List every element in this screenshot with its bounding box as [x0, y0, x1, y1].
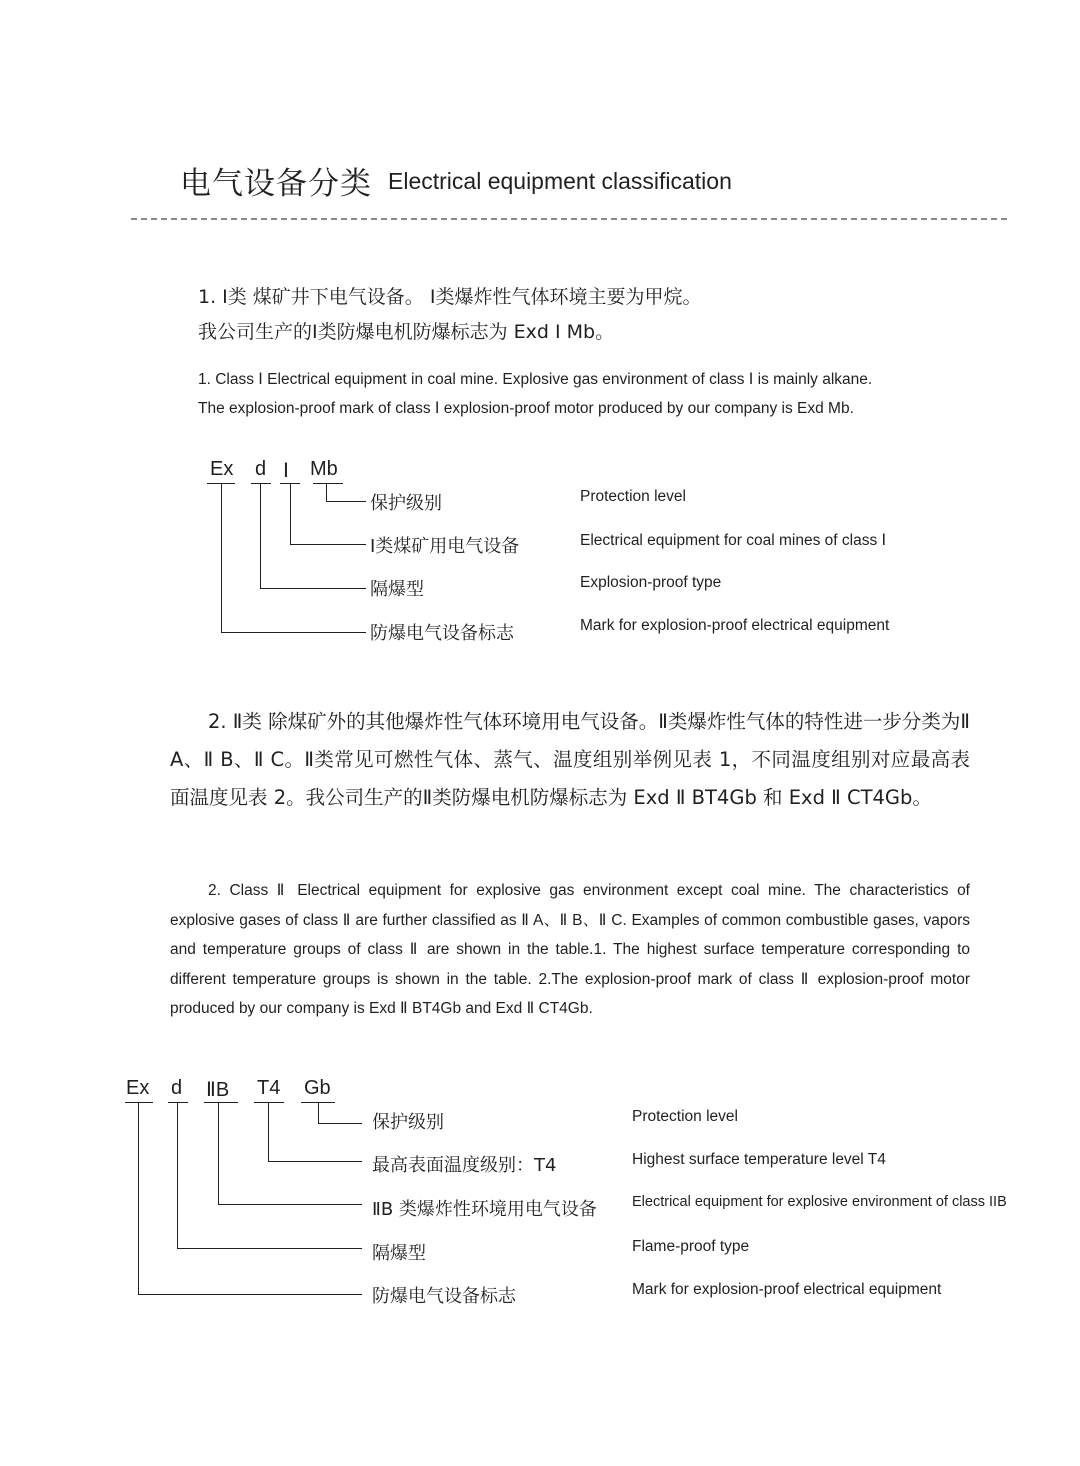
connector-class-v — [290, 483, 291, 545]
code2-ex: Ex — [126, 1077, 150, 1099]
connector2-epl-v — [318, 1102, 319, 1124]
connector-ex-h — [221, 632, 366, 633]
connector-epl-v — [326, 483, 327, 502]
connector-ex-v — [221, 483, 222, 633]
connector2-d-v — [177, 1102, 178, 1249]
section1-cn-line1: 1. Ⅰ类 煤矿井下电气设备。 Ⅰ类爆炸性气体环境主要为甲烷。 — [198, 286, 702, 308]
dashed-divider — [131, 218, 1007, 220]
code-d: d — [255, 458, 267, 480]
label2-en: Electrical equipment for coal mines of class Ⅰ — [580, 532, 887, 549]
code-epl: Mb — [310, 458, 338, 480]
code-ex: Ex — [210, 458, 234, 480]
page-title-cn: 电气设备分类 — [180, 166, 372, 202]
section1-cn-text — [198, 280, 701, 350]
underline2-ex — [125, 1102, 153, 1103]
connector-epl-h — [326, 501, 366, 502]
connector2-ex-h — [138, 1294, 362, 1295]
label3-cn: 隔爆型 — [370, 579, 424, 600]
connector2-class-h — [218, 1204, 362, 1205]
label2-2-en: Highest surface temperature level T4 — [632, 1151, 886, 1168]
underline2-d — [168, 1102, 188, 1103]
underline-d — [251, 483, 271, 484]
code-class: Ⅰ — [283, 460, 289, 482]
label1-en: Protection level — [580, 488, 686, 505]
label2-1-cn: 保护级别 — [372, 1112, 444, 1133]
code2-temp: T4 — [257, 1077, 281, 1099]
label2-3-en: Electrical equipment for explosive environment of class IIB — [632, 1194, 1007, 1210]
connector-d-h — [260, 588, 366, 589]
section1-en-text — [198, 365, 872, 423]
underline-epl — [313, 483, 343, 484]
section2-cn-paragraph: 2. Ⅱ类 除煤矿外的其他爆炸性气体环境用电气设备。Ⅱ类爆炸性气体的特性进一步分类为Ⅱ A、Ⅱ B、Ⅱ C。Ⅱ类常见可燃性气体、蒸气、温度组别举例见表 1，不同温度组别对应最高表面温度见表 2。我公司生产的Ⅱ类防爆电机防爆标志为 Exd Ⅱ BT4Gb 和 Exd Ⅱ CT4Gb。 — [170, 710, 970, 809]
underline2-class — [204, 1102, 238, 1103]
code2-epl: Gb — [304, 1077, 331, 1099]
connector2-epl-h — [318, 1123, 362, 1124]
connector2-d-h — [177, 1248, 362, 1249]
code2-d: d — [171, 1077, 183, 1099]
connector2-temp-v — [268, 1102, 269, 1162]
connector-class-h — [290, 544, 366, 545]
page-title-en: Electrical equipment classification — [388, 168, 732, 194]
label2-3-cn: ⅡB 类爆炸性环境用电气设备 — [372, 1199, 597, 1220]
label2-cn: Ⅰ类煤矿用电气设备 — [370, 536, 520, 557]
label2-1-en: Protection level — [632, 1108, 738, 1125]
label2-4-en: Flame-proof type — [632, 1238, 750, 1255]
section1-en-line2: The explosion-proof mark of class Ⅰ explosion-proof motor produced by our company is Exd Mb. — [198, 400, 854, 417]
connector2-temp-h — [268, 1161, 362, 1162]
label4-en: Mark for explosion-proof electrical equipment — [580, 617, 890, 634]
code2-class: ⅡB — [206, 1079, 230, 1101]
connector2-class-v — [218, 1102, 219, 1205]
label1-cn: 保护级别 — [370, 493, 442, 514]
connector-d-v — [260, 483, 261, 589]
label2-4-cn: 隔爆型 — [372, 1243, 426, 1264]
section2-en-paragraph: 2. Class Ⅱ Electrical equipment for explosive gas environment except coal mine. The characteristics of explosive gases of class Ⅱ are further classified as Ⅱ A、Ⅱ B、Ⅱ C. Examples of common combustible gases, vapors and temperature groups of class Ⅱ are shown in the table.1. The highest surface temperature corresponding to different temperature groups is shown in the table. 2.The explosion-proof mark of class Ⅱ explosion-proof motor produced by our company is Exd Ⅱ BT4Gb and Exd Ⅱ CT4Gb. — [170, 882, 970, 1017]
label4-cn: 防爆电气设备标志 — [370, 623, 514, 644]
label2-2-cn: 最高表面温度级别：T4 — [372, 1155, 557, 1176]
label3-en: Explosion-proof type — [580, 574, 722, 591]
label2-5-en: Mark for explosion-proof electrical equipment — [632, 1281, 942, 1298]
connector2-ex-v — [138, 1102, 139, 1295]
section1-en-line1: 1. Class Ⅰ Electrical equipment in coal mine. Explosive gas environment of class Ⅰ is mainly alkane. — [198, 371, 873, 388]
label2-5-cn: 防爆电气设备标志 — [372, 1286, 516, 1307]
underline2-temp — [254, 1102, 284, 1103]
section1-cn-line2: 我公司生产的Ⅰ类防爆电机防爆标志为 Exd Ⅰ Mb。 — [198, 321, 615, 343]
